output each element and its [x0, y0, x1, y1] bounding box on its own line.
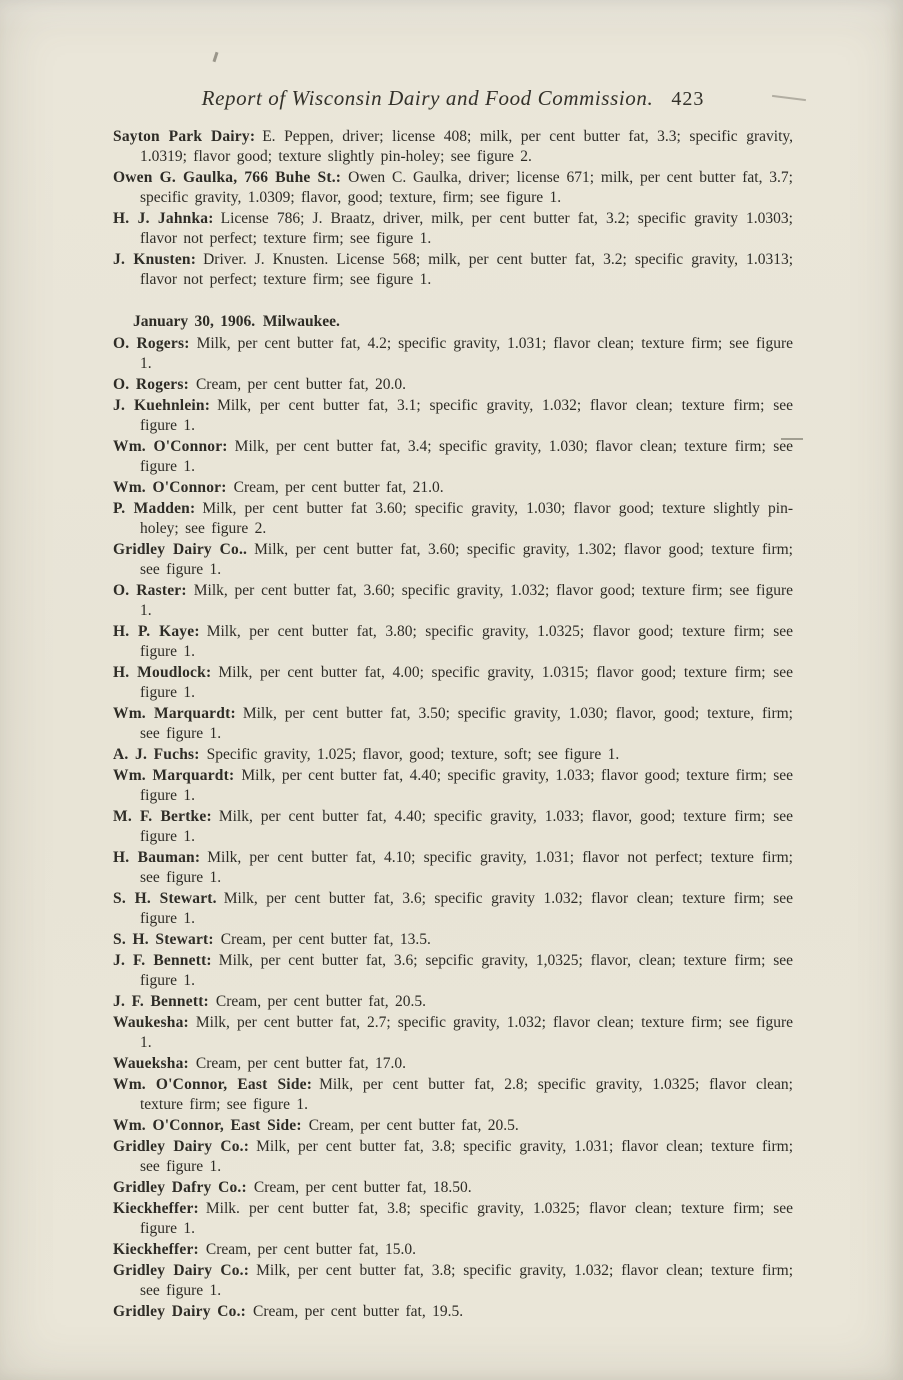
entry: H. J. Jahnka: License 786; J. Braatz, driver, milk, per cent butter fat, 3.2; specific gravity 1.0303; flavor not perfect; texture firm; see figure 1. [113, 210, 793, 247]
entry: H. P. Kaye: Milk, per cent butter fat, 3.80; specific gravity, 1.0325; flavor good; texture firm; see figure 1. [113, 623, 793, 660]
entry-name: P. Madden: [113, 500, 196, 517]
entry: Kieckheffer: Milk. per cent butter fat, 3.8; specific gravity, 1.0325; flavor clean; texture firm; see figure 1. [113, 1200, 793, 1237]
entry: S. H. Stewart: Cream, per cent butter fat, 13.5. [113, 931, 431, 948]
entry-name: Wm. Marquardt: [113, 705, 236, 722]
entry: Wm. O'Connor: Milk, per cent butter fat, 3.4; specific gravity, 1.030; flavor clean; texture firm; see figure 1. [113, 438, 793, 475]
entry: P. Madden: Milk, per cent butter fat 3.60; specific gravity, 1.030; flavor good; texture slightly pin-holey; see figure 2. [113, 500, 793, 537]
entry: H. Moudlock: Milk, per cent butter fat, 4.00; specific gravity, 1.0315; flavor good; texture firm; see figure 1. [113, 664, 794, 701]
entry: J. Knusten: Driver. J. Knusten. License 568; milk, per cent butter fat, 3.2; specific gravity, 1.0313; flavor not perfect; texture firm; see figure 1. [113, 251, 793, 288]
entry-name: Sayton Park Dairy: [113, 128, 256, 145]
entry-name: Waukesha: [113, 1014, 189, 1031]
entry-name: Gridley Dairy Co.: [113, 1303, 247, 1320]
entry-name: H. Bauman: [113, 849, 201, 866]
entry-name: O. Rogers: [113, 335, 190, 352]
entry: Waueksha: Cream, per cent butter fat, 17.0. [113, 1055, 406, 1072]
entry-name: M. F. Bertke: [113, 808, 212, 825]
entry: Owen G. Gaulka, 766 Buhe St.: Owen C. Gaulka, driver; license 671; milk, per cent butter fat, 3.7; specific gravity, 1.0309; flavor, good; texture, firm; see figure 1. [113, 169, 793, 206]
entry: O. Raster: Milk, per cent butter fat, 3.60; specific gravity, 1.032; flavor good; texture firm; see figure 1. [113, 582, 793, 619]
entry-name: Gridley Dairy Co.: [113, 1138, 250, 1155]
entry: O. Rogers: Milk, per cent butter fat, 4.2; specific gravity, 1.031; flavor clean; texture firm; see figure 1. [113, 335, 794, 372]
entry: A. J. Fuchs: Specific gravity, 1.025; flavor, good; texture, soft; see figure 1. [113, 746, 620, 763]
entry-name: S. H. Stewart. [113, 890, 217, 907]
entry-name: O. Raster: [113, 582, 187, 599]
entry-name: O. Rogers: [113, 376, 189, 393]
entry-name: J. F. Bennett: [113, 952, 212, 969]
entry: Wm. Marquardt: Milk, per cent butter fat, 3.50; specific gravity, 1.030; flavor, good; texture, firm; see figure 1. [113, 705, 793, 742]
entry: Kieckheffer: Cream, per cent butter fat, 15.0. [113, 1241, 416, 1258]
entry-name: H. Moudlock: [113, 664, 212, 681]
entry: J. F. Bennett: Cream, per cent butter fat, 20.5. [113, 993, 426, 1010]
entry: J. Kuehnlein: Milk, per cent butter fat, 3.1; specific gravity, 1.032; flavor clean; texture firm; see figure 1. [113, 397, 793, 434]
entry-name: H. P. Kaye: [113, 623, 200, 640]
entry-name: Wm. O'Connor, East Side: [113, 1076, 313, 1093]
entry: Wm. O'Connor, East Side: Cream, per cent butter fat, 20.5. [113, 1117, 519, 1134]
entry: Gridley Dairy Co.: Cream, per cent butter fat, 19.5. [113, 1303, 464, 1320]
scan-artifact [213, 52, 219, 62]
entry: H. Bauman: Milk, per cent butter fat, 4.10; specific gravity, 1.031; flavor not perfect; texture firm; see figure 1. [113, 849, 793, 886]
entry-name: Wm. O'Connor, East Side: [113, 1117, 302, 1134]
page-header [113, 86, 793, 111]
entry-name: Kieckheffer: [113, 1241, 199, 1258]
entry-name: J. F. Bennett: [113, 993, 209, 1010]
entry-name: Gridley Dairy Co.. [113, 541, 248, 558]
entries-container [113, 127, 793, 1323]
entry: Gridley Dairy Co.. Milk, per cent butter fat, 3.60; specific gravity, 1.302; flavor good; texture firm; see figure 1. [113, 541, 793, 578]
entry: J. F. Bennett: Milk, per cent butter fat, 3.6; sepcific gravity, 1,0325; flavor, clean; texture firm; see figure 1. [113, 952, 793, 989]
page-number: 423 [671, 88, 705, 110]
entry: Gridley Dairy Co.: Milk, per cent butter fat, 3.8; specific gravity, 1.032; flavor clean; texture firm; see figure 1. [113, 1262, 794, 1299]
entry: M. F. Bertke: Milk, per cent butter fat, 4.40; specific gravity, 1.033; flavor, good; texture firm; see figure 1. [113, 808, 793, 845]
entry-name: S. H. Stewart: [113, 931, 214, 948]
entry-name: A. J. Fuchs: [113, 746, 200, 763]
entry-name: Owen G. Gaulka, 766 Buhe St.: [113, 169, 342, 186]
entry: O. Rogers: Cream, per cent butter fat, 20.0. [113, 376, 407, 393]
entry-name: Wm. Marquardt: [113, 767, 235, 784]
entry: Sayton Park Dairy: E. Peppen, driver; license 408; milk, per cent butter fat, 3.3; specific gravity, 1.0319; flavor good; texture slightly pin-holey; see figure 2. [113, 128, 793, 165]
entry-name: Wm. O'Connor: [113, 479, 227, 496]
entry: Gridley Dafry Co.: Cream, per cent butter fat, 18.50. [113, 1179, 472, 1196]
page-title: Report of Wisconsin Dairy and Food Commission. [201, 86, 654, 110]
entry: Wm. Marquardt: Milk, per cent butter fat, 4.40; specific gravity, 1.033; flavor good; texture firm; see figure 1. [113, 767, 793, 804]
entry-name: J. Kuehnlein: [113, 397, 211, 414]
section-heading: January 30, 1906. Milwaukee. [133, 313, 340, 330]
entry-name: Gridley Dafry Co.: [113, 1179, 247, 1196]
entry: Wm. O'Connor: Cream, per cent butter fat, 21.0. [113, 479, 444, 496]
entry-name: J. Knusten: [113, 251, 197, 268]
entry-name: Wm. O'Connor: [113, 438, 228, 455]
entry: S. H. Stewart. Milk, per cent butter fat, 3.6; specific gravity 1.032; flavor clean; texture firm; see figure 1. [113, 890, 794, 927]
entry-name: Gridley Dairy Co.: [113, 1262, 250, 1279]
entry: Wm. O'Connor, East Side: Milk, per cent butter fat, 2.8; specific gravity, 1.0325; flavor clean; texture firm; see figure 1. [113, 1076, 793, 1113]
entry: Gridley Dairy Co.: Milk, per cent butter fat, 3.8; specific gravity, 1.031; flavor clean; texture firm; see figure 1. [113, 1138, 794, 1175]
entry-name: H. J. Jahnka: [113, 210, 214, 227]
entry: Waukesha: Milk, per cent butter fat, 2.7; specific gravity, 1.032; flavor clean; texture firm; see figure 1. [113, 1014, 793, 1051]
entry-name: Waueksha: [113, 1055, 189, 1072]
entry-name: Kieckheffer: [113, 1200, 199, 1217]
